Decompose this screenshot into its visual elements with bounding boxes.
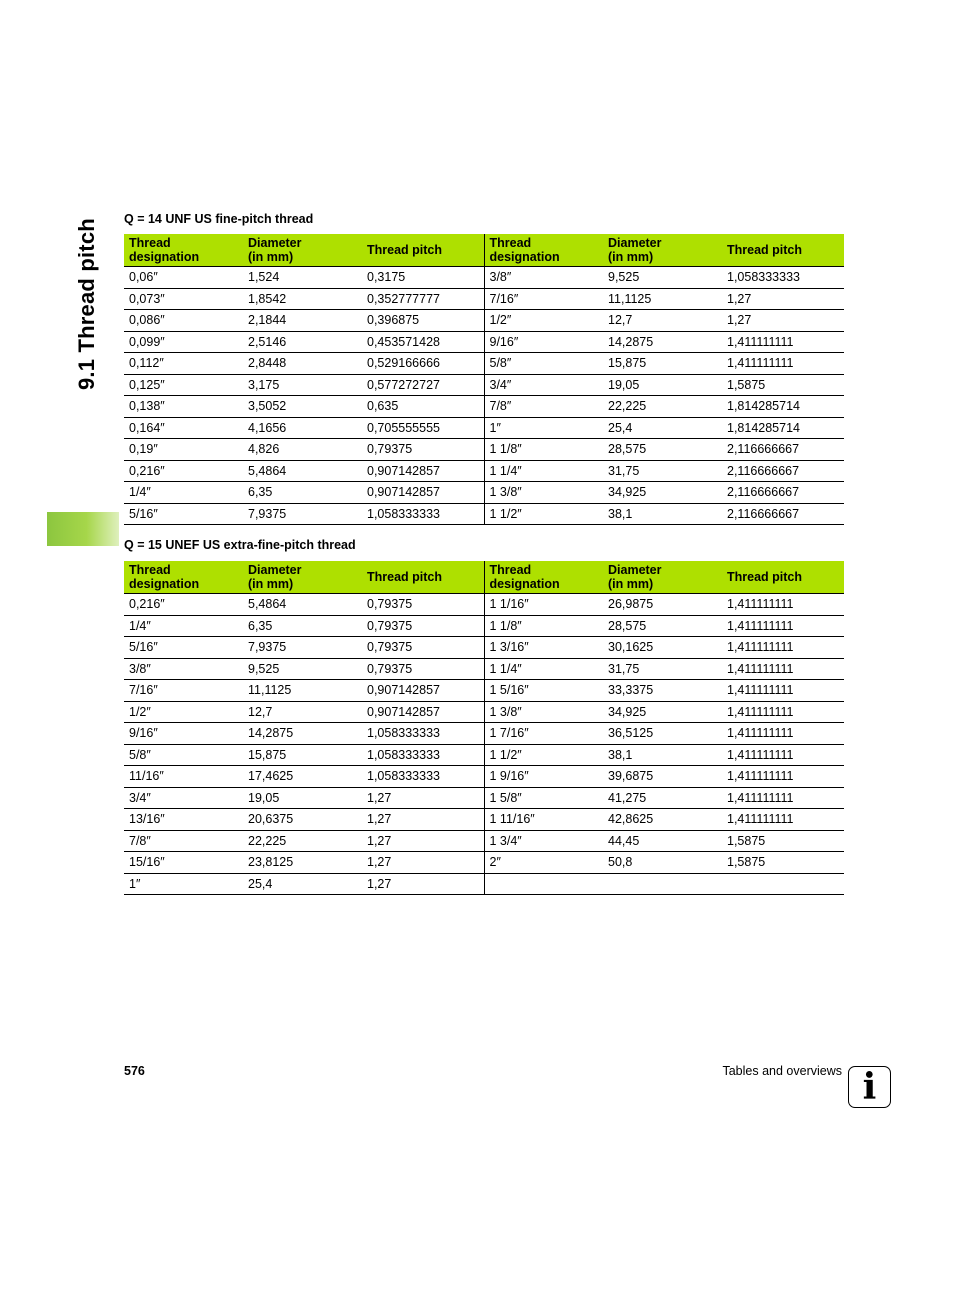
table-row <box>124 787 844 809</box>
column-header <box>243 561 362 594</box>
column-header-text: Diameter <box>248 563 302 577</box>
table-cell: 5,4864 <box>243 460 362 482</box>
column-header-text: (in mm) <box>248 577 294 591</box>
table-cell: 0,705555555 <box>362 417 484 439</box>
column-header <box>603 234 722 267</box>
table-cell: 5/8″ <box>484 353 603 375</box>
table-cell: 1,411111111 <box>722 331 844 353</box>
header-row <box>124 561 844 594</box>
header-row <box>124 234 844 267</box>
column-header-text: Thread pitch <box>727 570 803 584</box>
table-cell: 2″ <box>484 852 603 874</box>
table-cell: 1,411111111 <box>722 637 844 659</box>
table-cell: 1,411111111 <box>722 680 844 702</box>
column-header <box>722 234 844 267</box>
table-cell: 1,27 <box>362 852 484 874</box>
table-cell: 2,8448 <box>243 353 362 375</box>
column-header-text: Diameter <box>608 563 662 577</box>
table-cell: 1,411111111 <box>722 701 844 723</box>
table-cell: 22,225 <box>603 396 722 418</box>
table-cell: 26,9875 <box>603 594 722 616</box>
column-header <box>484 561 603 594</box>
table-cell: 0,79375 <box>362 637 484 659</box>
table-cell: 0,164″ <box>124 417 243 439</box>
table-cell: 1 9/16″ <box>484 766 603 788</box>
table-cell: 15/16″ <box>124 852 243 874</box>
table-cell: 22,225 <box>243 830 362 852</box>
table-cell: 28,575 <box>603 615 722 637</box>
table-row <box>124 744 844 766</box>
table-row <box>124 680 844 702</box>
table-cell: 44,45 <box>603 830 722 852</box>
table-cell: 6,35 <box>243 615 362 637</box>
table-cell: 1″ <box>484 417 603 439</box>
column-header <box>362 234 484 267</box>
table-cell: 1,411111111 <box>722 353 844 375</box>
table-cell: 1,27 <box>722 310 844 332</box>
table-cell: 1,27 <box>362 873 484 895</box>
column-header <box>124 234 243 267</box>
table-row <box>124 637 844 659</box>
table-row <box>124 594 844 616</box>
table-cell: 6,35 <box>243 482 362 504</box>
table-row <box>124 267 844 289</box>
table-cell: 36,5125 <box>603 723 722 745</box>
table-cell: 0,216″ <box>124 460 243 482</box>
column-header-text: (in mm) <box>248 250 294 264</box>
column-header-text: designation <box>489 577 560 591</box>
table-cell: 0,635 <box>362 396 484 418</box>
column-header-text: Diameter <box>248 236 302 250</box>
table-caption-unef: Q = 15 UNEF US extra-fine-pitch thread <box>124 538 356 552</box>
table-row <box>124 830 844 852</box>
table-cell: 2,5146 <box>243 331 362 353</box>
column-header-text: designation <box>129 577 200 591</box>
table-row <box>124 374 844 396</box>
column-header-text: Thread pitch <box>367 243 443 257</box>
table-cell: 1 3/8″ <box>484 482 603 504</box>
table-cell: 2,116666667 <box>722 460 844 482</box>
table-cell: 3/4″ <box>124 787 243 809</box>
table-row <box>124 809 844 831</box>
table-cell: 1,411111111 <box>722 594 844 616</box>
table-cell: 1,814285714 <box>722 417 844 439</box>
chapter-tab <box>47 512 119 546</box>
table-cell: 0,216″ <box>124 594 243 616</box>
table-cell: 2,116666667 <box>722 503 844 525</box>
chapter-label: Tables and overviews <box>722 1064 842 1078</box>
column-header <box>603 561 722 594</box>
column-header-text: Thread <box>489 563 532 577</box>
table-cell: 0,396875 <box>362 310 484 332</box>
table-cell: 0,125″ <box>124 374 243 396</box>
table-cell: 1,058333333 <box>362 503 484 525</box>
table-cell: 1″ <box>124 873 243 895</box>
table-cell <box>603 873 722 895</box>
column-header-text: Thread pitch <box>727 243 803 257</box>
column-header <box>722 561 844 594</box>
table-cell: 20,6375 <box>243 809 362 831</box>
table-cell: 34,925 <box>603 701 722 723</box>
table-cell: 1 1/16″ <box>484 594 603 616</box>
table-cell: 1,5875 <box>722 852 844 874</box>
column-header-text: Thread <box>489 236 532 250</box>
table-cell: 33,3375 <box>603 680 722 702</box>
table-cell: 38,1 <box>603 744 722 766</box>
table-cell: 1,814285714 <box>722 396 844 418</box>
table-cell: 17,4625 <box>243 766 362 788</box>
column-header <box>484 234 603 267</box>
table-row <box>124 873 844 895</box>
table-cell: 0,907142857 <box>362 482 484 504</box>
column-header <box>243 234 362 267</box>
column-header <box>124 561 243 594</box>
table-cell: 13/16″ <box>124 809 243 831</box>
table-cell <box>484 873 603 895</box>
table-cell: 19,05 <box>243 787 362 809</box>
table-cell: 1 1/2″ <box>484 744 603 766</box>
table-cell: 38,1 <box>603 503 722 525</box>
table-cell: 7/16″ <box>484 288 603 310</box>
table-row <box>124 482 844 504</box>
unef-thread-table <box>124 561 844 895</box>
table-cell: 0,529166666 <box>362 353 484 375</box>
table-cell: 11,1125 <box>243 680 362 702</box>
column-header-text: (in mm) <box>608 250 654 264</box>
table-cell: 5,4864 <box>243 594 362 616</box>
table-cell: 0,79375 <box>362 658 484 680</box>
table-cell: 15,875 <box>243 744 362 766</box>
table-cell: 0,907142857 <box>362 460 484 482</box>
table-row <box>124 615 844 637</box>
table-cell: 9,525 <box>243 658 362 680</box>
table-cell: 1 3/4″ <box>484 830 603 852</box>
table-cell: 19,05 <box>603 374 722 396</box>
column-header-text: Diameter <box>608 236 662 250</box>
table-cell: 0,79375 <box>362 439 484 461</box>
table-row <box>124 701 844 723</box>
table-cell: 30,1625 <box>603 637 722 659</box>
table-cell: 1,411111111 <box>722 766 844 788</box>
table-cell: 14,2875 <box>603 331 722 353</box>
table-cell: 1/2″ <box>484 310 603 332</box>
table-cell: 0,907142857 <box>362 680 484 702</box>
table-cell: 0,79375 <box>362 594 484 616</box>
table-cell: 7/16″ <box>124 680 243 702</box>
table-cell: 28,575 <box>603 439 722 461</box>
table-cell: 1 5/8″ <box>484 787 603 809</box>
table-cell: 31,75 <box>603 658 722 680</box>
table-cell: 9,525 <box>603 267 722 289</box>
table-cell: 1 3/16″ <box>484 637 603 659</box>
table-row <box>124 460 844 482</box>
table-cell: 5/16″ <box>124 637 243 659</box>
table-cell: 3,175 <box>243 374 362 396</box>
table-cell: 1,058333333 <box>362 766 484 788</box>
table-cell: 4,826 <box>243 439 362 461</box>
table-cell: 0,352777777 <box>362 288 484 310</box>
column-header-text: (in mm) <box>608 577 654 591</box>
table-cell: 0,086″ <box>124 310 243 332</box>
table-cell: 50,8 <box>603 852 722 874</box>
table-cell: 15,875 <box>603 353 722 375</box>
table-cell: 1 11/16″ <box>484 809 603 831</box>
column-header-text: designation <box>129 250 200 264</box>
table-cell: 11,1125 <box>603 288 722 310</box>
table-cell: 5/8″ <box>124 744 243 766</box>
table-cell: 1,411111111 <box>722 809 844 831</box>
table-cell: 2,1844 <box>243 310 362 332</box>
table-cell: 1/4″ <box>124 482 243 504</box>
table-cell: 7,9375 <box>243 637 362 659</box>
table-cell: 1 5/16″ <box>484 680 603 702</box>
table-row <box>124 439 844 461</box>
column-header-text: designation <box>489 250 560 264</box>
table-cell: 31,75 <box>603 460 722 482</box>
table-cell: 1 1/4″ <box>484 460 603 482</box>
table-cell: 7/8″ <box>484 396 603 418</box>
table-cell: 34,925 <box>603 482 722 504</box>
table-cell: 39,6875 <box>603 766 722 788</box>
unf-thread-table <box>124 234 844 525</box>
column-header <box>362 561 484 594</box>
table-cell: 25,4 <box>603 417 722 439</box>
table-cell: 9/16″ <box>484 331 603 353</box>
page-number: 576 <box>124 1064 145 1078</box>
table-cell: 1/2″ <box>124 701 243 723</box>
table-cell: 1,411111111 <box>722 787 844 809</box>
table-cell: 0,3175 <box>362 267 484 289</box>
table-cell: 7,9375 <box>243 503 362 525</box>
table-cell: 42,8625 <box>603 809 722 831</box>
table-cell: 1 1/8″ <box>484 615 603 637</box>
table-cell: 2,116666667 <box>722 439 844 461</box>
table-cell: 0,79375 <box>362 615 484 637</box>
table-row <box>124 852 844 874</box>
table-cell: 1,058333333 <box>362 723 484 745</box>
table-cell: 3/8″ <box>484 267 603 289</box>
table-cell: 1,27 <box>722 288 844 310</box>
table-cell: 23,8125 <box>243 852 362 874</box>
table-cell: 1,8542 <box>243 288 362 310</box>
table-row <box>124 310 844 332</box>
table-cell: 1,27 <box>362 787 484 809</box>
table-row <box>124 353 844 375</box>
table-cell: 3,5052 <box>243 396 362 418</box>
table-row <box>124 503 844 525</box>
table-cell: 1,058333333 <box>362 744 484 766</box>
table-cell: 12,7 <box>243 701 362 723</box>
table-cell: 0,073″ <box>124 288 243 310</box>
table-cell: 0,06″ <box>124 267 243 289</box>
table-cell: 11/16″ <box>124 766 243 788</box>
table-cell: 3/8″ <box>124 658 243 680</box>
table-caption-unf: Q = 14 UNF US fine-pitch thread <box>124 212 314 226</box>
table-cell <box>722 873 844 895</box>
table-row <box>124 396 844 418</box>
table-cell: 1,27 <box>362 809 484 831</box>
table-cell: 1 1/2″ <box>484 503 603 525</box>
table-cell: 1 7/16″ <box>484 723 603 745</box>
table-cell: 0,099″ <box>124 331 243 353</box>
table-cell: 1,411111111 <box>722 615 844 637</box>
table-cell: 1,27 <box>362 830 484 852</box>
table-cell: 1,5875 <box>722 830 844 852</box>
table-cell: 4,1656 <box>243 417 362 439</box>
section-title: 9.1 Thread pitch <box>74 218 99 390</box>
table-row <box>124 288 844 310</box>
table-row <box>124 331 844 353</box>
table-cell: 1,411111111 <box>722 723 844 745</box>
table-cell: 0,112″ <box>124 353 243 375</box>
table-cell: 1 1/8″ <box>484 439 603 461</box>
column-header-text: Thread <box>129 563 171 577</box>
table-row <box>124 417 844 439</box>
table-cell: 0,577272727 <box>362 374 484 396</box>
table-row <box>124 658 844 680</box>
table-cell: 1,411111111 <box>722 658 844 680</box>
column-header-text: Thread <box>129 236 171 250</box>
table-cell: 1,5875 <box>722 374 844 396</box>
table-cell: 0,138″ <box>124 396 243 418</box>
table-row <box>124 723 844 745</box>
table-cell: 3/4″ <box>484 374 603 396</box>
table-cell: 12,7 <box>603 310 722 332</box>
table-cell: 1,524 <box>243 267 362 289</box>
table-cell: 25,4 <box>243 873 362 895</box>
info-icon[interactable]: i <box>848 1066 891 1108</box>
table-cell: 2,116666667 <box>722 482 844 504</box>
table-cell: 0,907142857 <box>362 701 484 723</box>
table-cell: 1 3/8″ <box>484 701 603 723</box>
table-cell: 41,275 <box>603 787 722 809</box>
table-cell: 7/8″ <box>124 830 243 852</box>
table-cell: 1,058333333 <box>722 267 844 289</box>
table-cell: 1,411111111 <box>722 744 844 766</box>
column-header-text: Thread pitch <box>367 570 443 584</box>
table-cell: 9/16″ <box>124 723 243 745</box>
table-cell: 1/4″ <box>124 615 243 637</box>
table-row <box>124 766 844 788</box>
table-cell: 1 1/4″ <box>484 658 603 680</box>
table-cell: 0,19″ <box>124 439 243 461</box>
table-cell: 5/16″ <box>124 503 243 525</box>
table-cell: 0,453571428 <box>362 331 484 353</box>
table-cell: 14,2875 <box>243 723 362 745</box>
